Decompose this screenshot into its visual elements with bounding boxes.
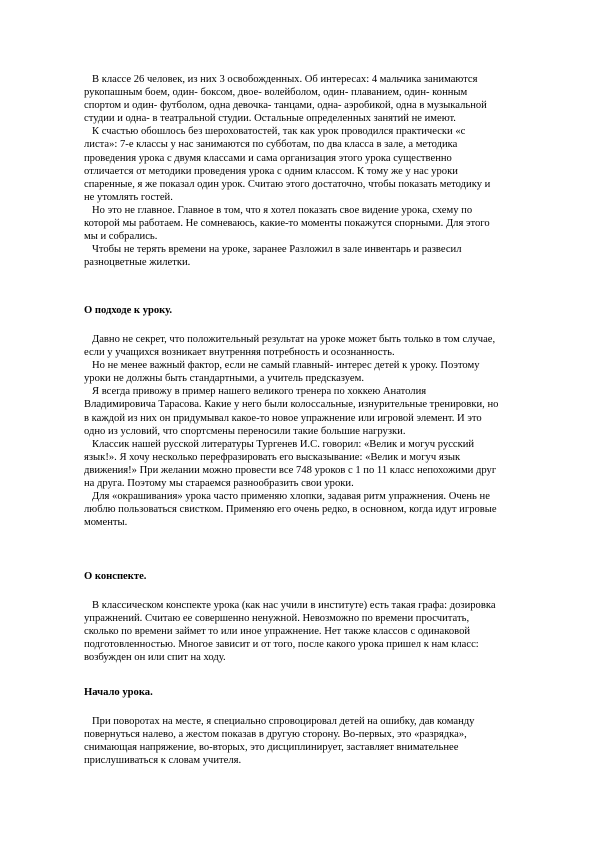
text-line: проведения урока с двумя классами и сама организация этого урока существенно bbox=[84, 152, 452, 164]
text-line: При поворотах на месте, я специально спровоцировал детей на ошибку, дав команду bbox=[92, 716, 475, 727]
text-line: В классическом конспекте урока (как нас учили в институте) есть такая графа: дозировка bbox=[92, 600, 496, 611]
text-line: рукопашным боем, один- боксом, двое- волейболом, один- плаванием, один- конным bbox=[84, 87, 468, 99]
text-line: Чтобы не терять времени на уроке, заранее Разложил в зале инвентарь и развесил bbox=[92, 244, 462, 256]
text-line: движения!» При желании можно провести все 748 уроков с 1 по 11 класс непохожими друг bbox=[84, 464, 497, 476]
text-line: уроки не должны быть стандартными, а учитель предсказуем. bbox=[84, 373, 364, 385]
text-line: отличается от методики проведения урока с одним классом. К тому же у нас уроки bbox=[84, 165, 458, 177]
text-line: Но это не главное. Главное в том, что я хотел показать свое видение урока, схему по bbox=[92, 204, 473, 216]
text-line: люблю пользоваться свистком. Применяю его очень редко, в основном, когда идут игровые bbox=[84, 504, 497, 516]
text-line: если у учащихся возникает внутренняя потребность и осознанность. bbox=[84, 347, 395, 359]
text-line: студии и одна- в театральной студии. Остальные определенных занятий не имеют. bbox=[84, 113, 456, 125]
text-line: Классик нашей русской литературы Тургенев И.С. говорил: «Велик и могуч русский bbox=[92, 438, 475, 450]
text-line: В классе 26 человек, из них 3 освобожденных. Об интересах: 4 мальчика занимаются bbox=[92, 74, 478, 85]
text-line: язык!». Я хочу несколько перефразировать его высказывание: «Велик и могуч язык bbox=[84, 451, 461, 463]
text-line: повернуться налево, а жестом показав в другую сторону. Во-первых, это «разрядка», bbox=[84, 729, 467, 741]
text-line: Я всегда привожу в пример нашего великого тренера по хоккею Анатолия bbox=[92, 386, 427, 398]
section-heading-lesson-start: Начало урока. bbox=[84, 687, 153, 698]
text-line: не утомлять гостей. bbox=[84, 191, 173, 203]
text-line: подготовленностью. Многое зависит и от того, после какого урока пришел к нам класс: bbox=[84, 639, 479, 651]
text-line: на друга. Поэтому мы стараемся разнообразить свои уроки. bbox=[84, 478, 354, 490]
text-line: возбужден он или спит на ходу. bbox=[84, 652, 226, 664]
text-line: спаренные, я же показал один урок. Считаю этого достаточно, чтобы показать методику и bbox=[84, 178, 491, 190]
text-line: Владимировича Тарасова. Какие у него были колоссальные, изнурительные тренировки, но bbox=[84, 399, 499, 411]
text-line: упражнений. Считаю ее совершенно ненужной. Невозможно по времени просчитать, bbox=[84, 613, 470, 625]
section-heading-summary: О конспекте. bbox=[84, 571, 147, 582]
section-heading-approach: О подходе к уроку. bbox=[84, 305, 173, 316]
text-line: одно из условий, что спортсмены переносили такие большие нагрузки. bbox=[84, 425, 406, 437]
text-line: Для «окрашивания» урока часто применяю хлопки, задавая ритм упражнения. Очень не bbox=[92, 491, 490, 503]
text-line: в каждой из них он придумывал какое-то новое упражнение или игровой элемент. И это bbox=[84, 412, 482, 424]
text-line: моменты. bbox=[84, 517, 128, 529]
text-line: мы и собрались. bbox=[84, 231, 158, 243]
paragraph-lesson-start bbox=[84, 715, 530, 767]
text-line: К счастью обошлось без шероховатостей, так как урок проводился практически «с bbox=[92, 126, 466, 138]
text-line: листа»: 7-е классы у нас занимаются по субботам, по два класса в зале, а методика bbox=[84, 139, 458, 151]
text-line: Но не менее важный фактор, если не самый главный- интерес детей к уроку. Поэтому bbox=[92, 360, 480, 372]
text-line: которой мы работаем. Не сомневаюсь, какие-то моменты покажутся спорными. Для этого bbox=[84, 218, 490, 230]
text-line: сколько по времени займет то или иное упражнение. Нет также классов с одинаковой bbox=[84, 626, 471, 638]
paragraph-class-info bbox=[84, 73, 530, 269]
text-line: снимающая напряжение, во-вторых, это дисциплинирует, заставляет внимательнее bbox=[84, 742, 459, 754]
text-line: разноцветные жилетки. bbox=[84, 257, 191, 269]
text-line: Давно не секрет, что положительный результат на уроке может быть только в том случае, bbox=[92, 334, 496, 345]
text-line: спортом и один- футболом, одна девочка- танцами, одна- аэробикой, одна в музыкальной bbox=[84, 100, 487, 112]
text-line: прислушиваться к словам учителя. bbox=[84, 755, 242, 767]
paragraph-approach bbox=[84, 333, 530, 529]
paragraph-summary bbox=[84, 599, 530, 664]
